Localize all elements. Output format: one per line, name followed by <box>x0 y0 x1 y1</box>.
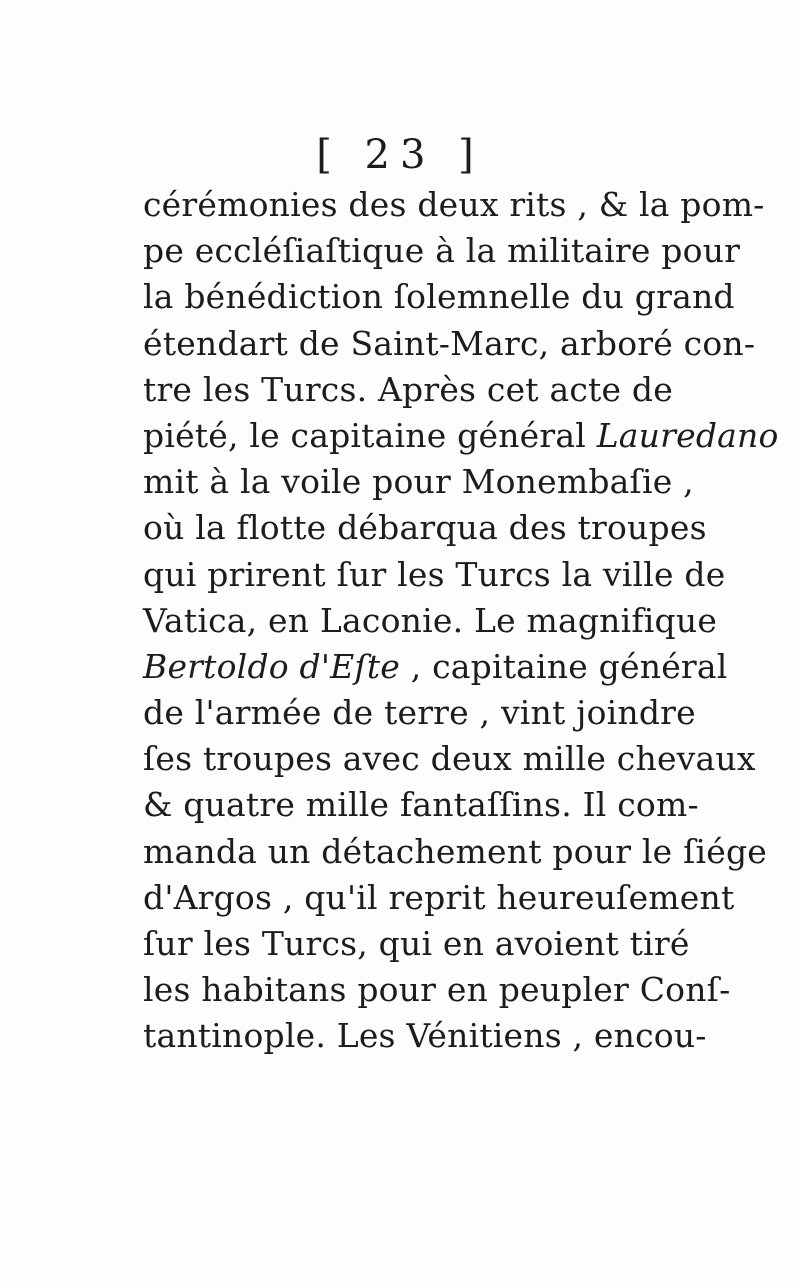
body-text <box>143 182 779 1060</box>
text-line <box>143 875 735 921</box>
text-segment: & quatre mille fantaſſins. Il com- <box>143 785 699 825</box>
page-number: [ 23 ] <box>316 132 484 178</box>
text-segment: Vatica, en Laconie. Le magnifique <box>143 600 718 640</box>
text-segment: pe eccléſiaſtique à la militaire pour <box>143 231 741 271</box>
text-line <box>143 413 779 459</box>
text-line <box>143 1013 707 1059</box>
italic-name: Lauredano <box>596 415 779 455</box>
text-segment: de l'armée de terre , vint joindre <box>143 693 696 733</box>
text-line <box>143 367 673 413</box>
text-segment: tantinople. Les Vénitiens , encou- <box>143 1016 707 1056</box>
text-segment: les habitans pour en peupler Conſ- <box>143 970 731 1010</box>
text-line <box>143 182 765 228</box>
text-segment: , capitaine général <box>400 646 728 686</box>
text-line <box>143 967 731 1013</box>
text-segment: où la flotte débarqua des troupes <box>143 508 707 548</box>
text-segment: manda un détachement pour le ſiége <box>143 831 768 871</box>
text-segment: étendart de Saint-Marc, arboré con- <box>143 323 756 363</box>
text-line <box>143 459 694 505</box>
text-segment: qui prirent ſur les Turcs la ville de <box>143 554 726 594</box>
text-segment: piété, le capitaine général <box>143 415 597 455</box>
text-line <box>143 552 726 598</box>
text-segment: mit à la voile pour Monembaſie , <box>143 462 694 502</box>
text-line <box>143 829 768 875</box>
text-segment: la bénédiction ſolemnelle du grand <box>143 277 735 317</box>
text-segment: d'Argos , qu'il reprit heureuſement <box>143 877 735 917</box>
text-line <box>143 228 741 274</box>
italic-name: Bertoldo d'Eſte <box>143 646 401 686</box>
text-line <box>143 921 690 967</box>
text-line <box>143 736 756 782</box>
text-segment: ſur les Turcs, qui en avoient tiré <box>143 924 690 963</box>
text-segment: cérémonies des deux rits , & la pom- <box>143 185 765 224</box>
text-line <box>143 274 735 320</box>
text-line <box>143 782 699 828</box>
text-line <box>143 505 707 551</box>
text-line <box>143 690 696 736</box>
text-line <box>143 321 756 367</box>
text-segment: ſes troupes avec deux mille chevaux <box>143 739 756 779</box>
text-segment: tre les Turcs. Après cet acte de <box>143 369 673 409</box>
text-line <box>143 598 718 644</box>
text-line <box>143 644 728 690</box>
